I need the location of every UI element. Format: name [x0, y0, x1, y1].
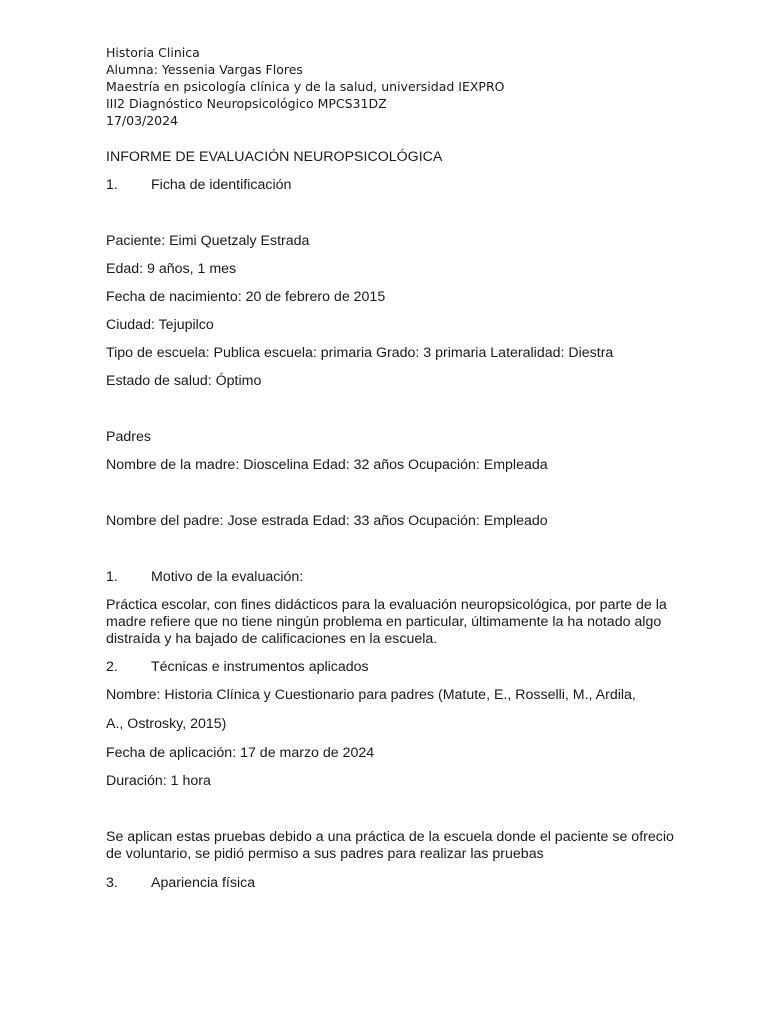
section-number: 1.: [106, 177, 118, 193]
patient-birthdate: Fecha de nacimiento: 20 de febrero de 2015: [106, 289, 386, 305]
mother-info: Nombre de la madre: Dioscelina Edad: 32 años Ocupación: Empleada: [106, 457, 548, 473]
header-student: Alumna: Yessenia Vargas Flores: [106, 62, 303, 77]
section-title-reason: Motivo de la evaluación:: [151, 569, 304, 585]
section-number: 1.: [106, 569, 118, 585]
parents-heading: Padres: [106, 429, 151, 445]
note-paragraph-line: de voluntario, se pidió permiso a sus padres para realizar las pruebas: [106, 846, 544, 862]
section-title-identification: Ficha de identificación: [151, 177, 292, 193]
section-title-appearance: Apariencia física: [151, 875, 256, 891]
patient-school: Tipo de escuela: Publica escuela: primaria Grado: 3 primaria Lateralidad: Diestra: [106, 345, 614, 361]
patient-city: Ciudad: Tejupilco: [106, 317, 214, 333]
reason-paragraph-line: distraída y ha bajado de calificaciones en la escuela.: [106, 631, 438, 647]
instrument-name-continued: A., Ostrosky, 2015): [106, 716, 227, 732]
section-title-techniques: Técnicas e instrumentos aplicados: [151, 659, 369, 675]
application-date: Fecha de aplicación: 17 de marzo de 2024: [106, 745, 375, 761]
section-number: 2.: [106, 659, 118, 675]
patient-age: Edad: 9 años, 1 mes: [106, 261, 237, 277]
reason-paragraph-line: madre refiere que no tiene ningún problema en particular, últimamente la ha notado algo: [106, 614, 662, 630]
reason-paragraph-line: Práctica escolar, con fines didácticos para la evaluación neuropsicológica, por parte de la: [106, 597, 667, 613]
report-title: INFORME DE EVALUACIÓN NEUROPSICOLÓGICA: [106, 149, 443, 165]
header-title: Historia Clinica: [106, 45, 200, 60]
father-info: Nombre del padre: Jose estrada Edad: 33 años Ocupación: Empleado: [106, 513, 548, 529]
patient-health: Estado de salud: Óptimo: [106, 373, 262, 389]
section-number: 3.: [106, 875, 118, 891]
header-program: Maestría en psicología clínica y de la salud, universidad IEXPRO: [106, 79, 505, 94]
duration: Duración: 1 hora: [106, 773, 211, 789]
instrument-name: Nombre: Historia Clínica y Cuestionario para padres (Matute, E., Rosselli, M., Ardila,: [106, 687, 636, 703]
patient-name: Paciente: Eimi Quetzaly Estrada: [106, 233, 310, 249]
note-paragraph-line: Se aplican estas pruebas debido a una práctica de la escuela donde el paciente se ofrecio: [106, 829, 674, 845]
header-course: III2 Diagnóstico Neuropsicológico MPCS31DZ: [106, 96, 387, 111]
header-date: 17/03/2024: [106, 113, 179, 128]
